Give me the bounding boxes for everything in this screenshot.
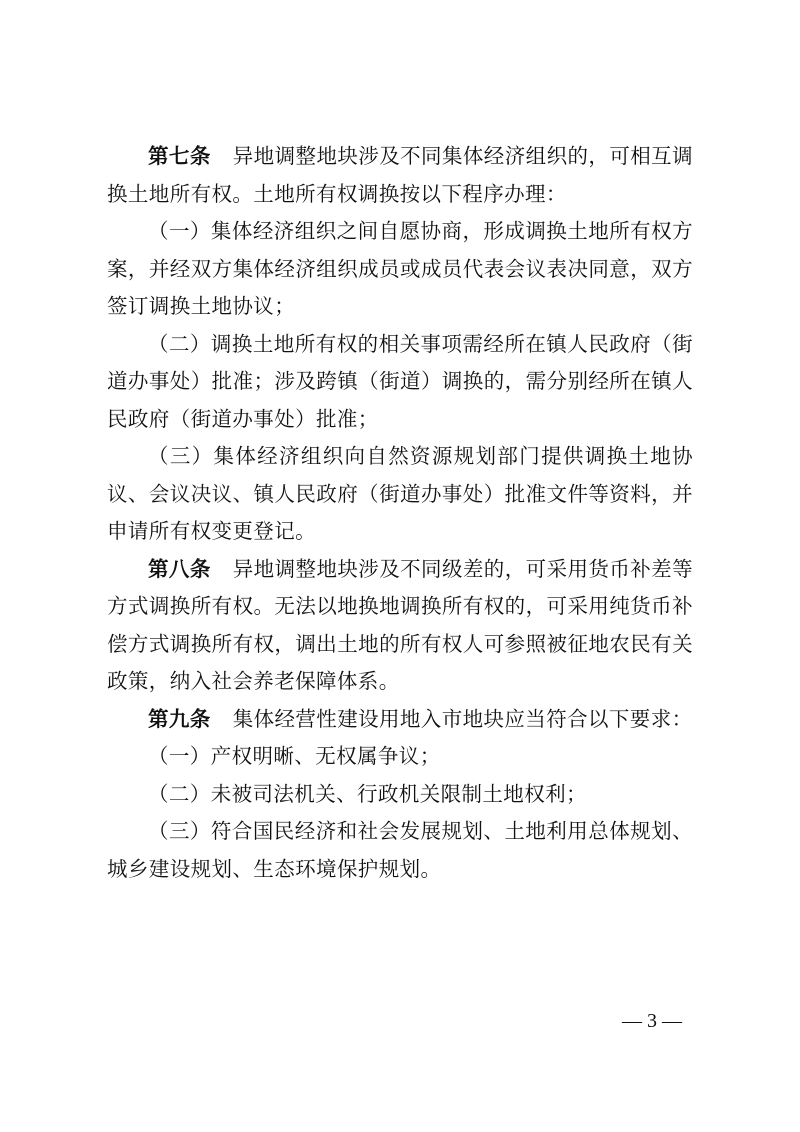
article-number: 第九条	[148, 706, 211, 731]
document-body	[107, 138, 693, 888]
article-number: 第八条	[148, 556, 211, 581]
article-text: 集体经营性建设用地入市地块应当符合以下要求：	[232, 706, 693, 731]
article-7-item-2	[107, 326, 693, 439]
article-text: 异地调整地块涉及不同级差的，可采用货币补差等方式调换所有权。无法以地换地调换所有权的，可采用纯货币补偿方式调换所有权，调出土地的所有权人可参照被征地农民有关政策，纳入社会养老保障体系。	[107, 556, 693, 693]
article-8	[107, 551, 693, 701]
article-7-item-1	[107, 213, 693, 326]
article-number: 第七条	[148, 144, 211, 168]
article-9-item-1	[107, 738, 693, 776]
article-7-item-3	[107, 438, 693, 551]
article-9-item-2	[107, 776, 693, 814]
page-number: — 3 —	[622, 1010, 682, 1032]
item-text: （二）调换土地所有权的相关事项需经所在镇人民政府（街道办事处）批准；涉及跨镇（街道）调换的，需分别经所在镇人民政府（街道办事处）批准；	[107, 331, 693, 431]
article-9	[107, 701, 693, 739]
item-text: （一）产权明晰、无权属争议；	[148, 744, 441, 768]
article-text: 异地调整地块涉及不同集体经济组织的，可相互调换土地所有权。土地所有权调换按以下程序办理：	[107, 144, 693, 206]
item-text: （一）集体经济组织之间自愿协商，形成调换土地所有权方案，并经双方集体经济组织成员或成员代表会议表决同意，双方签订调换土地协议；	[107, 219, 693, 318]
article-7	[107, 138, 693, 213]
article-9-item-3	[107, 813, 693, 888]
item-text: （二）未被司法机关、行政机关限制土地权利；	[148, 781, 587, 806]
item-text: （三）符合国民经济和社会发展规划、土地利用总体规划、城乡建设规划、生态环境保护规划。	[107, 819, 693, 881]
item-text: （三）集体经济组织向自然资源规划部门提供调换土地协议、会议决议、镇人民政府（街道办事处）批准文件等资料，并申请所有权变更登记。	[107, 444, 693, 543]
